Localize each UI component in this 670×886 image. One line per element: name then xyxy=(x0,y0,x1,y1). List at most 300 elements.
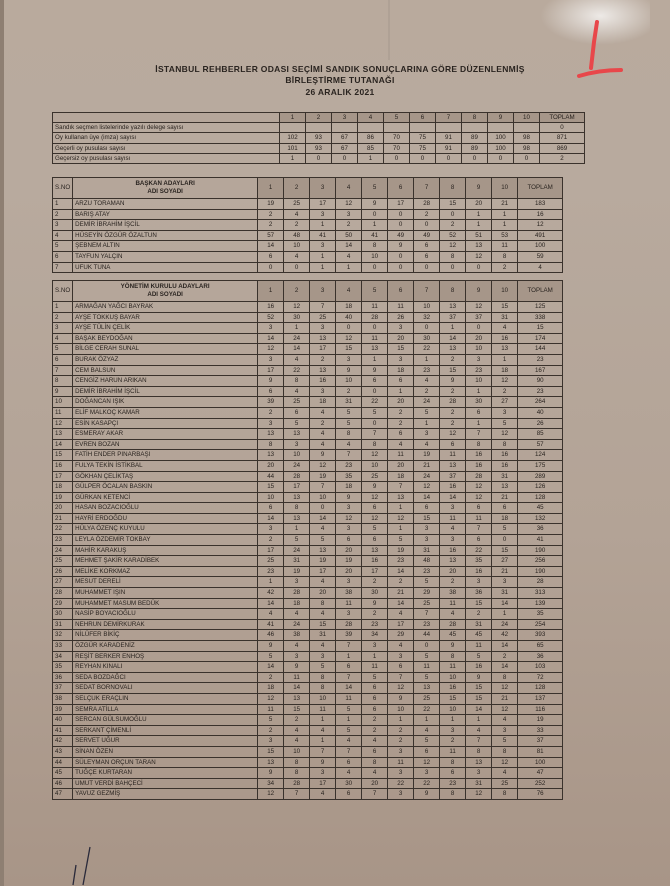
ballot-box-votes: 6 xyxy=(466,503,492,514)
ballot-box-votes: 4 xyxy=(388,609,414,620)
ballot-box-votes: 11 xyxy=(414,662,440,673)
ballot-box-votes: 14 xyxy=(492,598,518,609)
candidate-number: 25 xyxy=(53,556,73,567)
ballot-box-votes: 2 xyxy=(258,672,284,683)
ballot-box-votes: 2 xyxy=(362,577,388,588)
ballot-box-votes: 12 xyxy=(388,513,414,524)
ballot-box-votes: 0 xyxy=(362,262,388,273)
president-candidates-table xyxy=(52,177,563,273)
ballot-box-votes: 2 xyxy=(440,386,466,397)
ballot-box-votes: 4 xyxy=(284,641,310,652)
ballot-box-votes: 21 xyxy=(492,693,518,704)
ballot-box-votes: 23 xyxy=(414,619,440,630)
candidate-row xyxy=(53,251,563,262)
ballot-box-votes: 3 xyxy=(258,354,284,365)
ballot-box-value xyxy=(488,123,514,133)
ballot-box-votes: 12 xyxy=(362,492,388,503)
ballot-box-value xyxy=(514,123,540,133)
ballot-box-votes: 25 xyxy=(414,598,440,609)
ballot-box-votes: 8 xyxy=(258,439,284,450)
ballot-box-votes: 1 xyxy=(388,715,414,726)
candidate-number: 37 xyxy=(53,683,73,694)
column-header: 4 xyxy=(336,281,362,302)
ballot-box-votes: 19 xyxy=(414,450,440,461)
ballot-box-votes: 41 xyxy=(310,230,336,241)
ballot-box-votes: 31 xyxy=(466,619,492,630)
candidate-name: ESMERAY AKAR xyxy=(73,429,258,440)
ballot-box-votes: 23 xyxy=(466,365,492,376)
ballot-box-votes: 5 xyxy=(284,535,310,546)
ballot-box-votes: 37 xyxy=(440,471,466,482)
ballot-box-votes: 31 xyxy=(310,630,336,641)
row-total: 871 xyxy=(540,133,585,143)
ballot-box-votes: 9 xyxy=(362,598,388,609)
candidate-number: 33 xyxy=(53,641,73,652)
column-header: 10 xyxy=(492,178,518,199)
ballot-box-votes: 31 xyxy=(492,588,518,599)
ballot-box-votes: 16 xyxy=(492,460,518,471)
column-header: 1 xyxy=(280,113,306,123)
board-header-subtitle: ADI SOYADI xyxy=(147,291,183,298)
ballot-box-votes: 9 xyxy=(258,768,284,779)
ballot-box-votes: 2 xyxy=(362,725,388,736)
ballot-box-votes: 4 xyxy=(336,439,362,450)
candidate-row xyxy=(53,241,563,252)
ballot-box-votes: 38 xyxy=(284,630,310,641)
ballot-box-votes: 1 xyxy=(440,715,466,726)
candidate-number: 3 xyxy=(53,323,73,334)
ballot-box-votes: 15 xyxy=(310,619,336,630)
candidate-name: UMUT VERDİ BAHÇECİ xyxy=(73,778,258,789)
ballot-box-votes: 13 xyxy=(258,429,284,440)
candidate-total-votes: 36 xyxy=(518,524,563,535)
ballot-box-value: 75 xyxy=(410,133,436,143)
ballot-box-votes: 13 xyxy=(258,450,284,461)
ballot-box-votes: 4 xyxy=(492,715,518,726)
ballot-box-votes: 2 xyxy=(258,220,284,231)
ballot-box-value xyxy=(306,123,332,133)
ballot-box-votes: 17 xyxy=(388,619,414,630)
ballot-box-votes: 49 xyxy=(414,230,440,241)
ballot-box-votes: 3 xyxy=(258,323,284,334)
ballot-box-votes: 2 xyxy=(440,220,466,231)
column-header: 1 xyxy=(258,178,284,199)
candidate-row xyxy=(53,556,563,567)
board-candidates-table xyxy=(52,280,563,800)
ballot-box-votes: 2 xyxy=(284,715,310,726)
candidate-row xyxy=(53,312,563,323)
ballot-box-votes: 4 xyxy=(284,725,310,736)
ballot-box-votes: 0 xyxy=(466,323,492,334)
ballot-box-votes: 0 xyxy=(414,262,440,273)
ballot-box-votes: 13 xyxy=(310,365,336,376)
ballot-box-votes: 8 xyxy=(284,757,310,768)
candidate-name: SEDAT BORNOVALI xyxy=(73,683,258,694)
ballot-box-votes: 25 xyxy=(492,778,518,789)
candidate-total-votes: 264 xyxy=(518,397,563,408)
ballot-box-votes: 17 xyxy=(362,566,388,577)
ballot-box-votes: 28 xyxy=(362,312,388,323)
ballot-box-votes: 1 xyxy=(492,354,518,365)
ballot-box-votes: 11 xyxy=(440,746,466,757)
ballot-box-votes: 2 xyxy=(258,209,284,220)
ballot-box-votes: 9 xyxy=(388,241,414,252)
ballot-box-votes: 10 xyxy=(258,492,284,503)
ballot-box-votes: 17 xyxy=(310,199,336,210)
candidate-row xyxy=(53,588,563,599)
ballot-box-votes: 10 xyxy=(440,672,466,683)
candidate-number: 2 xyxy=(53,209,73,220)
ballot-box-votes: 19 xyxy=(388,545,414,556)
candidate-row xyxy=(53,503,563,514)
row-total: 869 xyxy=(540,143,585,153)
summary-header-row xyxy=(53,113,585,123)
ballot-box-votes: 2 xyxy=(336,386,362,397)
ballot-box-votes: 2 xyxy=(310,418,336,429)
ballot-box-votes: 22 xyxy=(388,778,414,789)
ballot-box-votes: 1 xyxy=(492,609,518,620)
column-header: 8 xyxy=(462,113,488,123)
ballot-box-votes: 46 xyxy=(258,630,284,641)
ballot-box-votes: 1 xyxy=(336,651,362,662)
ballot-box-value: 0 xyxy=(514,153,540,163)
candidate-number: 9 xyxy=(53,386,73,397)
ballot-box-votes: 2 xyxy=(336,220,362,231)
ballot-box-votes: 12 xyxy=(414,757,440,768)
ballot-box-votes: 21 xyxy=(414,460,440,471)
ballot-box-votes: 1 xyxy=(310,715,336,726)
ballot-box-votes: 13 xyxy=(388,492,414,503)
ballot-box-votes: 41 xyxy=(362,230,388,241)
candidate-row xyxy=(53,566,563,577)
candidate-total-votes: 289 xyxy=(518,471,563,482)
ballot-box-value: 0 xyxy=(462,153,488,163)
ballot-box-votes: 11 xyxy=(440,662,466,673)
ballot-box-votes: 1 xyxy=(466,386,492,397)
ballot-box-votes: 4 xyxy=(466,725,492,736)
ballot-box-votes: 13 xyxy=(440,344,466,355)
ballot-box-votes: 8 xyxy=(492,746,518,757)
ballot-box-votes: 12 xyxy=(492,757,518,768)
ballot-box-votes: 12 xyxy=(466,789,492,800)
ballot-box-votes: 2 xyxy=(362,609,388,620)
summary-row-label: Sandık seçmen listelerinde yazılı delege sayısı xyxy=(53,123,280,133)
ballot-box-votes: 5 xyxy=(414,736,440,747)
ballot-box-votes: 8 xyxy=(310,598,336,609)
ballot-box-votes: 4 xyxy=(440,609,466,620)
ballot-box-votes: 34 xyxy=(258,778,284,789)
ballot-box-votes: 15 xyxy=(258,482,284,493)
ballot-box-votes: 23 xyxy=(414,365,440,376)
ballot-box-votes: 5 xyxy=(362,407,388,418)
photo-edge xyxy=(0,0,4,886)
ballot-box-votes: 14 xyxy=(284,344,310,355)
ballot-box-votes: 1 xyxy=(284,323,310,334)
column-header: TOPLAM xyxy=(540,113,585,123)
ballot-box-votes: 11 xyxy=(310,704,336,715)
ballot-box-votes: 7 xyxy=(284,789,310,800)
ballot-box-value: 67 xyxy=(332,143,358,153)
candidate-total-votes: 23 xyxy=(518,386,563,397)
ballot-box-value: 100 xyxy=(488,133,514,143)
ballot-box-votes: 4 xyxy=(310,725,336,736)
column-header: 6 xyxy=(388,281,414,302)
candidate-total-votes: 4 xyxy=(518,262,563,273)
document-date: 26 ARALIK 2021 xyxy=(305,87,375,97)
candidate-name: DEMİR İBRAHİM İŞCİL xyxy=(73,220,258,231)
ballot-box-votes: 0 xyxy=(466,262,492,273)
candidate-number: 6 xyxy=(53,354,73,365)
ballot-box-votes: 9 xyxy=(362,482,388,493)
ballot-box-votes: 38 xyxy=(440,588,466,599)
ballot-box-votes: 15 xyxy=(492,545,518,556)
ballot-box-votes: 4 xyxy=(414,376,440,387)
ballot-box-votes: 23 xyxy=(336,460,362,471)
ballot-box-votes: 1 xyxy=(414,418,440,429)
ballot-box-votes: 12 xyxy=(310,460,336,471)
candidate-number: 13 xyxy=(53,429,73,440)
ballot-box-value xyxy=(462,123,488,133)
candidate-row xyxy=(53,768,563,779)
candidate-row xyxy=(53,397,563,408)
candidate-total-votes: 174 xyxy=(518,333,563,344)
ballot-box-votes: 22 xyxy=(414,778,440,789)
ballot-box-votes: 24 xyxy=(492,619,518,630)
candidate-total-votes: 19 xyxy=(518,715,563,726)
candidate-number: 38 xyxy=(53,693,73,704)
summary-row-label: Geçerli oy pusulası sayısı xyxy=(53,143,280,153)
candidate-number: 26 xyxy=(53,566,73,577)
candidate-number: 1 xyxy=(53,199,73,210)
ballot-box-votes: 20 xyxy=(388,460,414,471)
ballot-box-votes: 26 xyxy=(388,312,414,323)
ballot-box-votes: 17 xyxy=(310,778,336,789)
ballot-box-votes: 3 xyxy=(336,609,362,620)
ballot-box-votes: 3 xyxy=(310,209,336,220)
ballot-box-votes: 1 xyxy=(310,251,336,262)
ballot-box-value xyxy=(410,123,436,133)
candidate-name: MEHMET ŞAKİR KARADİBEK xyxy=(73,556,258,567)
ballot-box-votes: 22 xyxy=(284,365,310,376)
ballot-box-votes: 6 xyxy=(414,746,440,757)
ballot-box-value xyxy=(358,123,384,133)
ballot-box-votes: 0 xyxy=(440,262,466,273)
candidate-number: 31 xyxy=(53,619,73,630)
ballot-box-votes: 4 xyxy=(284,251,310,262)
ballot-box-votes: 13 xyxy=(310,333,336,344)
row-total: 0 xyxy=(540,123,585,133)
ballot-box-votes: 45 xyxy=(440,630,466,641)
ballot-box-votes: 2 xyxy=(492,262,518,273)
candidate-total-votes: 393 xyxy=(518,630,563,641)
ballot-box-votes: 0 xyxy=(362,209,388,220)
ballot-box-votes: 16 xyxy=(466,450,492,461)
candidate-number: 20 xyxy=(53,503,73,514)
ballot-box-votes: 7 xyxy=(362,429,388,440)
ballot-box-votes: 2 xyxy=(414,209,440,220)
ballot-box-votes: 6 xyxy=(388,376,414,387)
ballot-box-votes: 6 xyxy=(362,746,388,757)
ballot-box-votes: 11 xyxy=(284,672,310,683)
ballot-box-votes: 20 xyxy=(258,460,284,471)
ballot-box-votes: 0 xyxy=(362,418,388,429)
ballot-box-votes: 18 xyxy=(388,471,414,482)
ballot-box-votes: 11 xyxy=(336,598,362,609)
summary-table xyxy=(52,112,585,164)
ballot-box-votes: 6 xyxy=(362,376,388,387)
ballot-box-votes: 23 xyxy=(258,566,284,577)
ballot-box-votes: 0 xyxy=(310,503,336,514)
ballot-box-votes: 2 xyxy=(388,418,414,429)
candidate-number: 12 xyxy=(53,418,73,429)
candidates-header xyxy=(73,281,258,302)
ballot-box-votes: 14 xyxy=(388,566,414,577)
column-header: 7 xyxy=(414,281,440,302)
ballot-box-votes: 3 xyxy=(388,789,414,800)
ballot-box-votes: 12 xyxy=(492,683,518,694)
ballot-box-votes: 5 xyxy=(466,651,492,662)
candidate-name: LEYLA ÖZDEMİR TOKBAY xyxy=(73,535,258,546)
ballot-box-votes: 14 xyxy=(440,333,466,344)
ballot-box-votes: 7 xyxy=(414,609,440,620)
ballot-box-votes: 1 xyxy=(388,503,414,514)
ballot-box-votes: 9 xyxy=(258,641,284,652)
ballot-box-votes: 14 xyxy=(492,641,518,652)
ballot-box-votes: 5 xyxy=(336,725,362,736)
candidate-number: 21 xyxy=(53,513,73,524)
ballot-box-votes: 3 xyxy=(466,768,492,779)
candidate-total-votes: 125 xyxy=(518,302,563,313)
ballot-box-votes: 4 xyxy=(310,429,336,440)
ballot-box-votes: 16 xyxy=(466,566,492,577)
candidate-row xyxy=(53,683,563,694)
ballot-box-votes: 11 xyxy=(492,241,518,252)
candidate-name: TUĞÇE KURTARAN xyxy=(73,768,258,779)
ballot-box-votes: 1 xyxy=(466,220,492,231)
ballot-box-votes: 3 xyxy=(414,535,440,546)
column-header: 5 xyxy=(362,281,388,302)
row-total: 2 xyxy=(540,153,585,163)
ballot-box-votes: 53 xyxy=(492,230,518,241)
ballot-box-votes: 12 xyxy=(258,344,284,355)
candidate-total-votes: 76 xyxy=(518,789,563,800)
ballot-box-votes: 25 xyxy=(310,312,336,323)
ballot-box-votes: 25 xyxy=(284,199,310,210)
candidate-number: 4 xyxy=(53,333,73,344)
candidate-row xyxy=(53,460,563,471)
ballot-box-value xyxy=(280,123,306,133)
ballot-box-votes: 8 xyxy=(440,251,466,262)
column-header: 2 xyxy=(306,113,332,123)
ballot-box-votes: 19 xyxy=(310,471,336,482)
ballot-box-votes: 44 xyxy=(414,630,440,641)
ballot-box-votes: 28 xyxy=(336,619,362,630)
ballot-box-votes: 17 xyxy=(388,199,414,210)
column-header: 4 xyxy=(336,178,362,199)
ballot-box-votes: 0 xyxy=(388,262,414,273)
candidate-total-votes: 85 xyxy=(518,429,563,440)
ballot-box-votes: 15 xyxy=(388,344,414,355)
candidate-number: 22 xyxy=(53,524,73,535)
candidate-total-votes: 100 xyxy=(518,241,563,252)
ballot-box-votes: 16 xyxy=(492,450,518,461)
ballot-box-votes: 1 xyxy=(336,715,362,726)
ballot-box-votes: 4 xyxy=(336,768,362,779)
ballot-box-votes: 42 xyxy=(492,630,518,641)
ballot-box-votes: 1 xyxy=(466,418,492,429)
ballot-box-votes: 8 xyxy=(284,768,310,779)
ballot-box-votes: 12 xyxy=(258,789,284,800)
ballot-box-votes: 16 xyxy=(362,556,388,567)
candidate-number: 47 xyxy=(53,789,73,800)
summary-label-header xyxy=(53,113,280,123)
candidate-number: 30 xyxy=(53,609,73,620)
ballot-box-votes: 4 xyxy=(310,407,336,418)
candidate-number: 7 xyxy=(53,365,73,376)
candidate-row xyxy=(53,407,563,418)
candidate-total-votes: 128 xyxy=(518,492,563,503)
column-header: 1 xyxy=(258,281,284,302)
ballot-box-votes: 2 xyxy=(362,715,388,726)
candidate-name: UFUK TUNA xyxy=(73,262,258,273)
ballot-box-votes: 3 xyxy=(466,577,492,588)
candidate-name: SERKANT ÇİMENLİ xyxy=(73,725,258,736)
ballot-box-votes: 48 xyxy=(284,230,310,241)
candidate-name: BURAK ÖZYAZ xyxy=(73,354,258,365)
candidate-row xyxy=(53,524,563,535)
ballot-box-votes: 11 xyxy=(362,302,388,313)
ballot-box-votes: 9 xyxy=(336,492,362,503)
ballot-box-votes: 2 xyxy=(388,736,414,747)
ballot-box-votes: 12 xyxy=(336,513,362,524)
ballot-box-votes: 1 xyxy=(466,209,492,220)
ballot-box-votes: 29 xyxy=(388,630,414,641)
candidate-row xyxy=(53,386,563,397)
ballot-box-votes: 37 xyxy=(466,312,492,323)
candidate-row xyxy=(53,725,563,736)
ballot-box-votes: 11 xyxy=(440,450,466,461)
ballot-box-votes: 19 xyxy=(310,556,336,567)
candidate-number: 10 xyxy=(53,397,73,408)
ballot-box-votes: 6 xyxy=(440,768,466,779)
ballot-box-votes: 31 xyxy=(466,778,492,789)
candidate-row xyxy=(53,418,563,429)
candidate-row xyxy=(53,302,563,313)
ballot-box-votes: 12 xyxy=(440,429,466,440)
ballot-box-votes: 18 xyxy=(388,365,414,376)
ballot-box-votes: 11 xyxy=(388,302,414,313)
candidate-number: 16 xyxy=(53,460,73,471)
column-header: 8 xyxy=(440,281,466,302)
ballot-box-votes: 44 xyxy=(258,471,284,482)
ballot-box-votes: 24 xyxy=(414,471,440,482)
ballot-box-votes: 0 xyxy=(336,323,362,334)
ballot-box-votes: 4 xyxy=(284,209,310,220)
ballot-box-votes: 5 xyxy=(362,672,388,683)
ballot-box-votes: 6 xyxy=(440,439,466,450)
ballot-box-votes: 3 xyxy=(440,503,466,514)
candidate-number: 29 xyxy=(53,598,73,609)
ballot-box-votes: 5 xyxy=(414,407,440,418)
ballot-box-votes: 20 xyxy=(362,778,388,789)
ballot-box-votes: 12 xyxy=(466,302,492,313)
ballot-box-votes: 5 xyxy=(362,524,388,535)
candidate-name: BİLGE CERAH SUNAL xyxy=(73,344,258,355)
candidate-row xyxy=(53,220,563,231)
ballot-box-votes: 6 xyxy=(362,503,388,514)
candidate-name: NİLÜFER BİKİÇ xyxy=(73,630,258,641)
ballot-box-votes: 28 xyxy=(284,778,310,789)
